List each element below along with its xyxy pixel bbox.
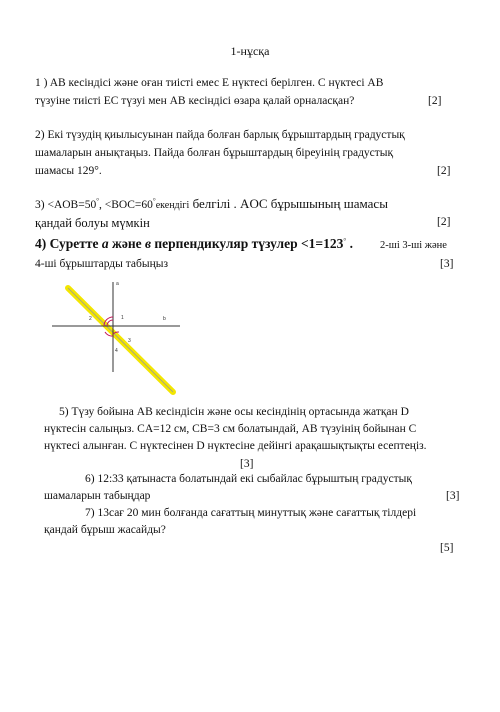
q6-mark: [3] (446, 490, 460, 502)
q3-mark: [2] (437, 216, 451, 228)
q4-rest: перпендикуляр түзулер <1=123 (151, 236, 344, 251)
q6-line2: шамаларын табыңдар (44, 490, 151, 502)
q4-main: 4) Суретте (35, 236, 102, 251)
q4-and: және (108, 236, 145, 251)
q4-dot: . (346, 236, 353, 251)
q2-line1: 2) Екі түзудің қиылысуынан пайда болған барлық бұрыштардың градустық (35, 129, 405, 141)
q6-line1: 6) 12:33 қатынаста болатындай екі сыбайлас бұрыштың градустық (85, 473, 412, 485)
q1-mark: [2] (428, 95, 442, 107)
angle-label-2: 2 (89, 316, 92, 322)
q5-line2: нүктесін салыңыз. CA=12 см, CB=3 см болатындай, AB түзуінің бойынан C (44, 423, 417, 435)
q7-line2: қандай бұрыш жасайды? (44, 524, 166, 536)
q2-line3: шамасы 129°. (35, 165, 102, 177)
q3-deg2: ° (152, 197, 156, 206)
q5-mark: [3] (240, 458, 254, 470)
q1-line1: 1 ) AB кесіндісі және оған тиісті емес E нүктесі берілген. C нүктесі AB (35, 77, 384, 89)
q7-line1: 7) 13сағ 20 мин болғанда сағаттың минуттық және сағаттық тілдері (85, 507, 417, 519)
label-b: b (163, 316, 166, 322)
q4-deg: ° (343, 237, 347, 246)
angle-label-4: 4 (115, 348, 118, 354)
q3-line2: қандай болуы мүмкін (35, 216, 150, 230)
q3-suffix: белгілі . AOC бұрышының шамасы (189, 196, 388, 211)
q3-mid: , <BOC=60 (99, 199, 153, 211)
q2-line2: шамаларын анықтаңыз. Пайда болған бұрыштардың біреуінің градустық (35, 147, 394, 159)
q7-mark: [5] (440, 542, 454, 554)
angle-label-3: 3 (128, 338, 131, 344)
variant-title: 1-нұсқа (230, 44, 270, 58)
angle-label-1: 1 (121, 315, 124, 321)
q5-line1: 5) Түзу бойына AB кесіндісін және осы кесіндінің ортасында жатқан D (59, 406, 409, 418)
q5-line3: нүктесі алынған. C нүктесінен D нүктесіне дейінгі арақашықтықты есептеңіз. (44, 440, 427, 452)
q4-small: 2-ші 3-ші және (380, 240, 447, 251)
q4-mark: [3] (440, 258, 454, 270)
q1-line2: түзуіне тиісті EC түзуі мен AB кесіндісі өзара қалай орналасқан? (35, 95, 355, 107)
label-a: a (116, 281, 119, 287)
q4-line2: 4-ші бұрыштарды табыңыз (35, 258, 169, 270)
q4-b: в (144, 236, 152, 251)
q3-deg1: ° (96, 197, 100, 206)
diagonal-line (68, 288, 173, 392)
q2-mark: [2] (437, 165, 451, 177)
q4-a: a (101, 236, 109, 251)
q3-suffix-small: екендігі (155, 200, 190, 211)
q3-prefix: 3) <AOB=50 (35, 199, 97, 211)
